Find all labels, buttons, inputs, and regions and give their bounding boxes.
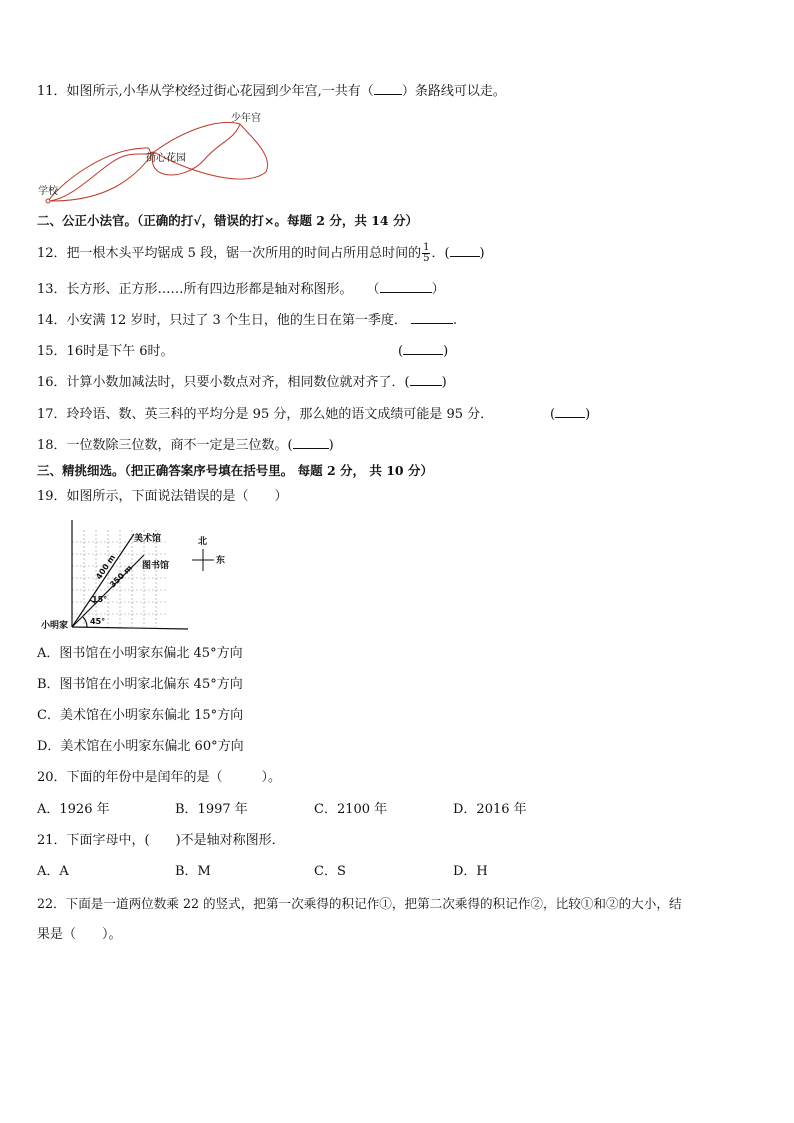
q15-answer-area (398, 342, 448, 362)
q19-option-a[interactable]: A．图书馆在小明家东偏北 45°方向 (37, 646, 243, 661)
label-angle-15: 15° (92, 595, 108, 604)
q15-answer-blank[interactable] (403, 342, 443, 355)
q17-answer-area (550, 405, 590, 425)
fraction-denominator: 5 (423, 253, 430, 264)
label-east: 东 (216, 556, 226, 566)
x-axis (72, 627, 188, 629)
q14-end: . (452, 313, 458, 328)
q18-answer-blank[interactable] (293, 436, 329, 449)
section-2-title: 二、公正小法官。（正确的打√，错误的打×。每题 2 分，共 14 分） (37, 213, 418, 228)
q21-option-d[interactable]: D．H (453, 864, 488, 879)
label-street-garden: 街心花园 (146, 153, 186, 164)
question-21: 21．下面字母中，( )不是轴对称图形． (37, 833, 285, 848)
school-point (46, 199, 50, 203)
question-22-line-1: 22．下面是一道两位数乘 22 的竖式，把第一次乘得的积记作①，把第二次乘得的积记作②，比较①和②的大小，结 (37, 896, 682, 911)
q17-close: ) (585, 407, 591, 422)
q21-option-c[interactable]: C．S (314, 864, 346, 879)
q16-close: ) (441, 375, 447, 390)
label-youth-palace: 少年宫 (231, 113, 261, 124)
section-3-title: 三、精挑细选。（把正确答案序号填在括号里。 每题 2 分， 共 10 分） (37, 463, 433, 478)
q14-text: 14．小安满 12 岁时，只过了 3 个生日，他的生日在第一季度． (37, 313, 407, 328)
q12-text: 12．把一根木头平均锯成 5 段，锯一次所用的时间占所用总时间的 (37, 246, 422, 261)
question-18 (37, 436, 334, 456)
q20-option-a[interactable]: A．1926 年 (37, 802, 110, 817)
q13-text: 13．长方形、正方形……所有四边形都是轴对称图形。 (37, 282, 353, 297)
label-library: 图书馆 (142, 561, 170, 571)
question-12 (37, 243, 485, 264)
q18-text: 18．一位数除三位数，商不一定是三位数。( (37, 438, 293, 453)
q21-option-b[interactable]: B．M (175, 864, 211, 879)
q11-answer-blank[interactable] (374, 82, 402, 95)
q13-open: （ (366, 282, 380, 297)
fraction-one-fifth (422, 243, 430, 264)
label-dist-400: 400 m (94, 553, 118, 582)
question-16 (37, 373, 447, 393)
q12-text-after: ．( (431, 246, 450, 261)
q15-close: ) (443, 344, 449, 359)
ray-art-museum (72, 534, 134, 627)
q20-option-c[interactable]: C．2100 年 (314, 802, 388, 817)
compass-icon (192, 549, 214, 571)
q18-close: ) (328, 438, 334, 453)
route-path-4 (154, 122, 240, 152)
q17-text: 17．玲玲语、数、英三科的平均分是 95 分，那么她的语文成绩可能是 95 分． (37, 407, 494, 422)
q15-open: ( (398, 344, 404, 359)
q17-answer-blank[interactable] (555, 405, 585, 418)
q12-close: ) (479, 246, 485, 261)
label-school: 学校 (38, 186, 58, 197)
label-dist-350: 350 m (108, 563, 135, 590)
route-figure (34, 110, 274, 206)
question-19: 19．如图所示，下面说法错误的是（ ） (37, 489, 288, 504)
q21-option-a[interactable]: A．A (37, 864, 69, 879)
direction-figure (38, 514, 238, 638)
question-15 (37, 342, 174, 362)
label-north: 北 (198, 537, 208, 547)
question-14 (37, 311, 457, 331)
q20-option-d[interactable]: D．2016 年 (453, 802, 527, 817)
question-17 (37, 405, 493, 425)
q19-option-c[interactable]: C．美术馆在小明家东偏北 15°方向 (37, 708, 244, 723)
q17-open: ( (550, 407, 556, 422)
fraction-numerator: 1 (423, 242, 430, 253)
q20-option-b[interactable]: B．1997 年 (175, 802, 248, 817)
q16-text: 16．计算小数加减法时，只要小数点对齐，相同数位就对齐了．( (37, 375, 410, 390)
q11-text-after: ）条路线可以走。 (401, 84, 506, 99)
q14-answer-blank[interactable] (411, 311, 453, 324)
label-angle-45: 45° (90, 617, 106, 626)
route-path-5 (152, 124, 240, 175)
question-20: 20．下面的年份中是闰年的是（ ）。 (37, 770, 282, 785)
q13-answer-blank[interactable] (380, 280, 432, 293)
label-xiaoming-home: 小明家 (41, 621, 69, 631)
label-art-museum: 美术馆 (134, 534, 162, 544)
question-13 (37, 280, 445, 300)
question-11 (37, 82, 506, 102)
route-path-6 (154, 124, 268, 179)
q11-text-before: 11．如图所示,小华从学校经过街心花园到少年宫,一共有（ (37, 84, 374, 99)
q19-option-d[interactable]: D．美术馆在小明家东偏北 60°方向 (37, 739, 244, 754)
q15-text: 15．16时是下午 6时。 (37, 344, 174, 359)
question-22-line-2: 果是（ ）。 (37, 927, 122, 942)
q13-close: ） (431, 282, 445, 297)
q16-answer-blank[interactable] (410, 373, 442, 386)
q12-answer-blank[interactable] (450, 244, 480, 257)
q19-option-b[interactable]: B．图书馆在小明家北偏东 45°方向 (37, 677, 243, 692)
